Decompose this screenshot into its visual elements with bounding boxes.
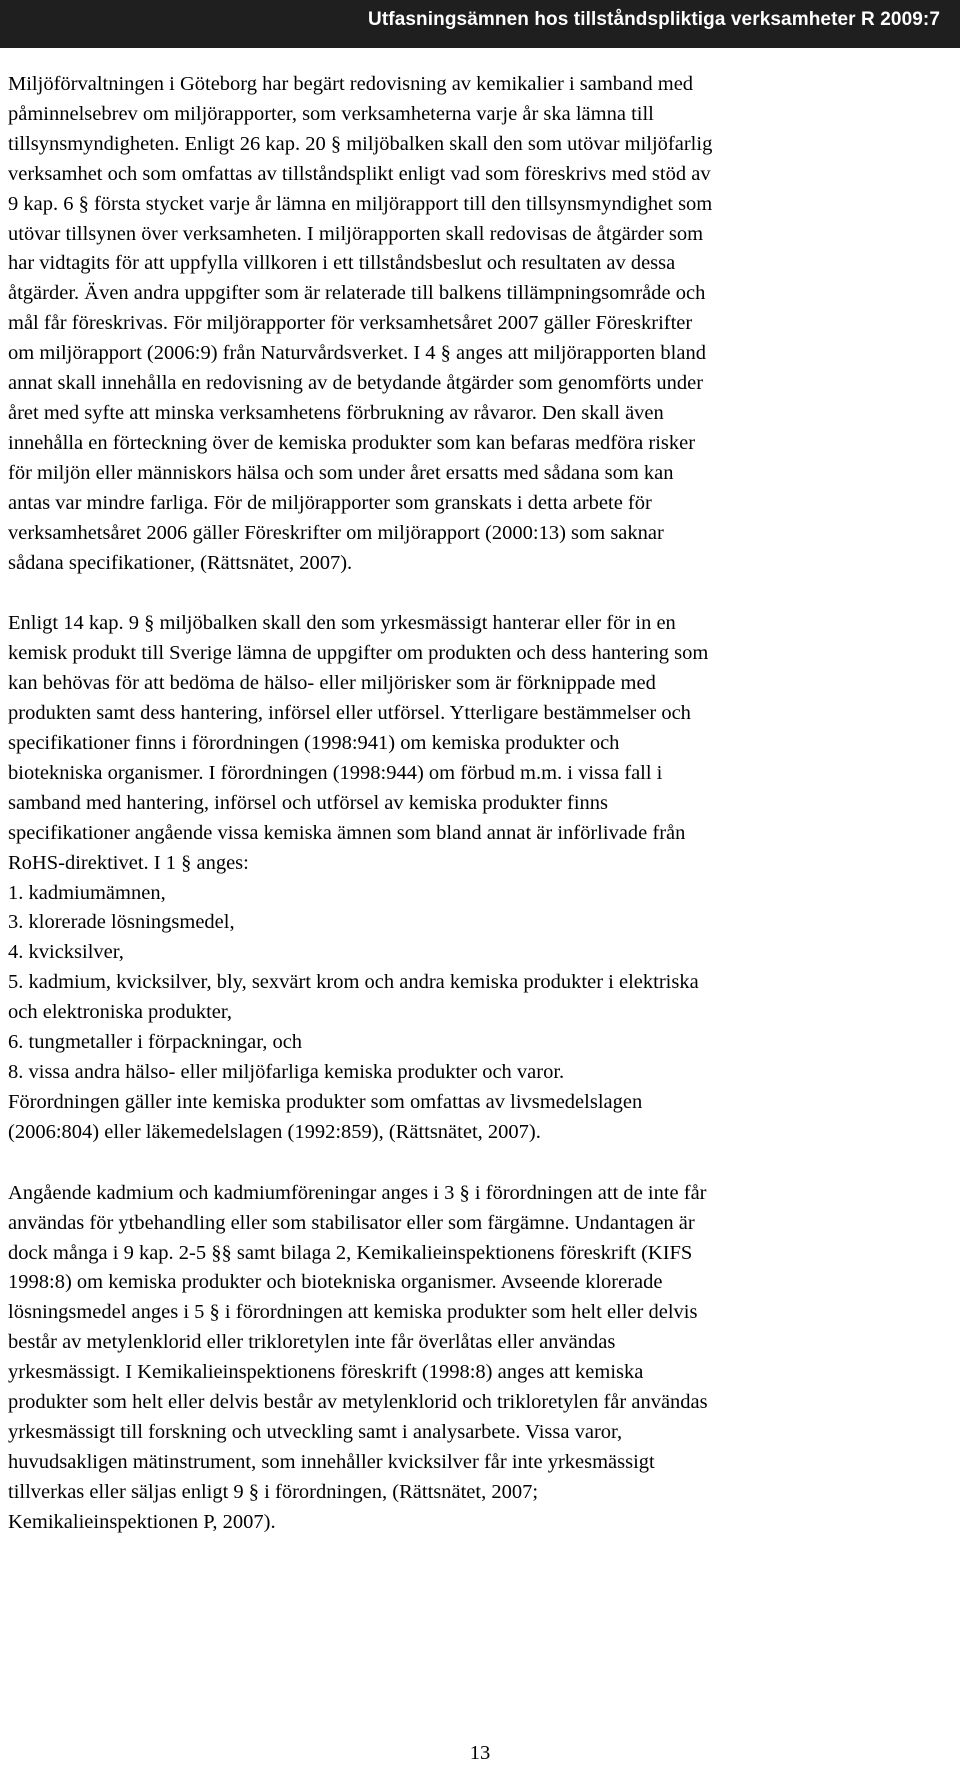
text-line: 9 kap. 6 § första stycket varje år lämna en miljörapport till den tillsynsmyndighet som [8, 192, 713, 215]
text-line: Förordningen gäller inte kemiska produkter som omfattas av livsmedelslagen [8, 1090, 643, 1113]
document-title: Utfasningsämnen hos tillståndspliktiga verksamheter R 2009:7 [368, 9, 940, 30]
text-line: Kemikalieinspektionen P, 2007). [8, 1510, 276, 1533]
text-line: produkten samt dess hantering, införsel eller utförsel. Ytterligare bestämmelser och [8, 702, 691, 725]
text-line: yrkesmässigt. I Kemikalieinspektionens föreskrift (1998:8) anges att kemiska [8, 1361, 644, 1384]
text-line: för miljön eller människors hälsa och som under året ersatts med sådana som kan [8, 461, 674, 484]
text-line: kemisk produkt till Sverige lämna de uppgifter om produkten och dess hantering som [8, 642, 709, 665]
text-line: biotekniska organismer. I förordningen (1998:944) om förbud m.m. i vissa fall i [8, 761, 663, 784]
text-line: har vidtagits för att uppfylla villkoren i ett tillståndsbeslut och resultaten av dessa [8, 252, 676, 275]
text-line: Angående kadmium och kadmiumföreningar anges i 3 § i förordningen att de inte får [8, 1181, 707, 1204]
text-line: Enligt 14 kap. 9 § miljöbalken skall den som yrkesmässigt hanterar eller för in en [8, 612, 676, 635]
text-line: påminnelsebrev om miljörapporter, som verksamheterna varje år ska lämna till [8, 102, 654, 125]
text-line: året med syfte att minska verksamhetens förbrukning av råvaror. Den skall även [8, 401, 664, 424]
text-line: om miljörapport (2006:9) från Naturvårdsverket. I 4 § anges att miljörapporten bland [8, 342, 706, 365]
list-item: 3. klorerade lösningsmedel, [8, 911, 235, 934]
paragraph [8, 70, 930, 578]
text-line: innehålla en förteckning över de kemiska produkter som kan befaras medföra risker [8, 431, 696, 454]
text-line: användas för ytbehandling eller som stabilisator eller som färgämne. Undantagen är [8, 1211, 695, 1234]
text-line: mål får föreskrivas. För miljörapporter för verksamhetsåret 2007 gäller Föreskrifter [8, 312, 693, 335]
list-item: 8. vissa andra hälso- eller miljöfarliga kemiska produkter och varor. [8, 1061, 565, 1083]
text-line: (2006:804) eller läkemedelslagen (1992:859), (Rättsnätet, 2007). [8, 1120, 541, 1143]
text-line: verksamhet och som omfattas av tillståndsplikt enligt vad som föreskrivs med stöd av [8, 162, 711, 185]
text-line: specifikationer angående vissa kemiska ämnen som bland annat är införlivade från [8, 821, 686, 844]
text-line: dock många i 9 kap. 2-5 §§ samt bilaga 2, Kemikalieinspektionens föreskrift (KIFS [8, 1241, 693, 1264]
page-number: 13 [469, 1742, 491, 1764]
list-item: 6. tungmetaller i förpackningar, och [8, 1031, 303, 1054]
text-line: produkter som helt eller delvis består av metylenklorid och trikloretylen får användas [8, 1391, 708, 1414]
text-line: yrkesmässigt till forskning och utveckling samt i analysarbete. Vissa varor, [8, 1420, 623, 1443]
text-line: utövar tillsynen över verksamheten. I miljörapporten skall redovisas de åtgärder som [8, 222, 704, 245]
text-line: samband med hantering, införsel och utförsel av kemiska produkter finns [8, 791, 609, 814]
text-line: Miljöförvaltningen i Göteborg har begärt redovisning av kemikalier i samband med [8, 73, 694, 95]
text-line: annat skall innehålla en redovisning av de betydande åtgärder som genomförts under [8, 372, 704, 395]
paragraph [8, 1179, 930, 1538]
text-line: åtgärder. Även andra uppgifter som är relaterade till balkens tillämpningsområde och [8, 282, 706, 305]
list-item: 5. kadmium, kvicksilver, bly, sexvärt krom och andra kemiska produkter i elektriska [8, 971, 699, 994]
text-line: RoHS-direktivet. I 1 § anges: [8, 851, 249, 874]
text-line: 1998:8) om kemiska produkter och biotekniska organismer. Avseende klorerade [8, 1271, 663, 1294]
text-line: huvudsakligen mätinstrument, som innehåller kvicksilver får inte yrkesmässigt [8, 1450, 655, 1473]
list-item: 4. kvicksilver, [8, 941, 124, 964]
list-item: 1. kadmiumämnen, [8, 881, 166, 904]
document-body [8, 70, 930, 1538]
text-line: antas var mindre farliga. För de miljörapporter som granskats i detta arbete för [8, 491, 652, 514]
text-line: verksamhetsåret 2006 gäller Föreskrifter om miljörapport (2000:13) som saknar [8, 521, 664, 544]
text-line: består av metylenklorid eller trikloretylen inte får överlåtas eller användas [8, 1331, 616, 1354]
text-line: tillsynsmyndigheten. Enligt 26 kap. 20 § miljöbalken skall den som utövar miljöfarlig [8, 132, 713, 155]
text-line: sådana specifikationer, (Rättsnätet, 2007). [8, 551, 353, 574]
text-line: lösningsmedel anges i 5 § i förordningen att kemiska produkter som helt eller delvis [8, 1301, 698, 1324]
page-header [0, 0, 960, 48]
text-line: tillverkas eller säljas enligt 9 § i förordningen, (Rättsnätet, 2007; [8, 1480, 539, 1503]
text-line: kan behövas för att bedöma de hälso- eller miljörisker som är förknippade med [8, 672, 656, 695]
list-item: och elektroniska produkter, [8, 1001, 233, 1024]
text-line: specifikationer finns i förordningen (1998:941) om kemiska produkter och [8, 732, 620, 755]
paragraph [8, 609, 930, 1147]
